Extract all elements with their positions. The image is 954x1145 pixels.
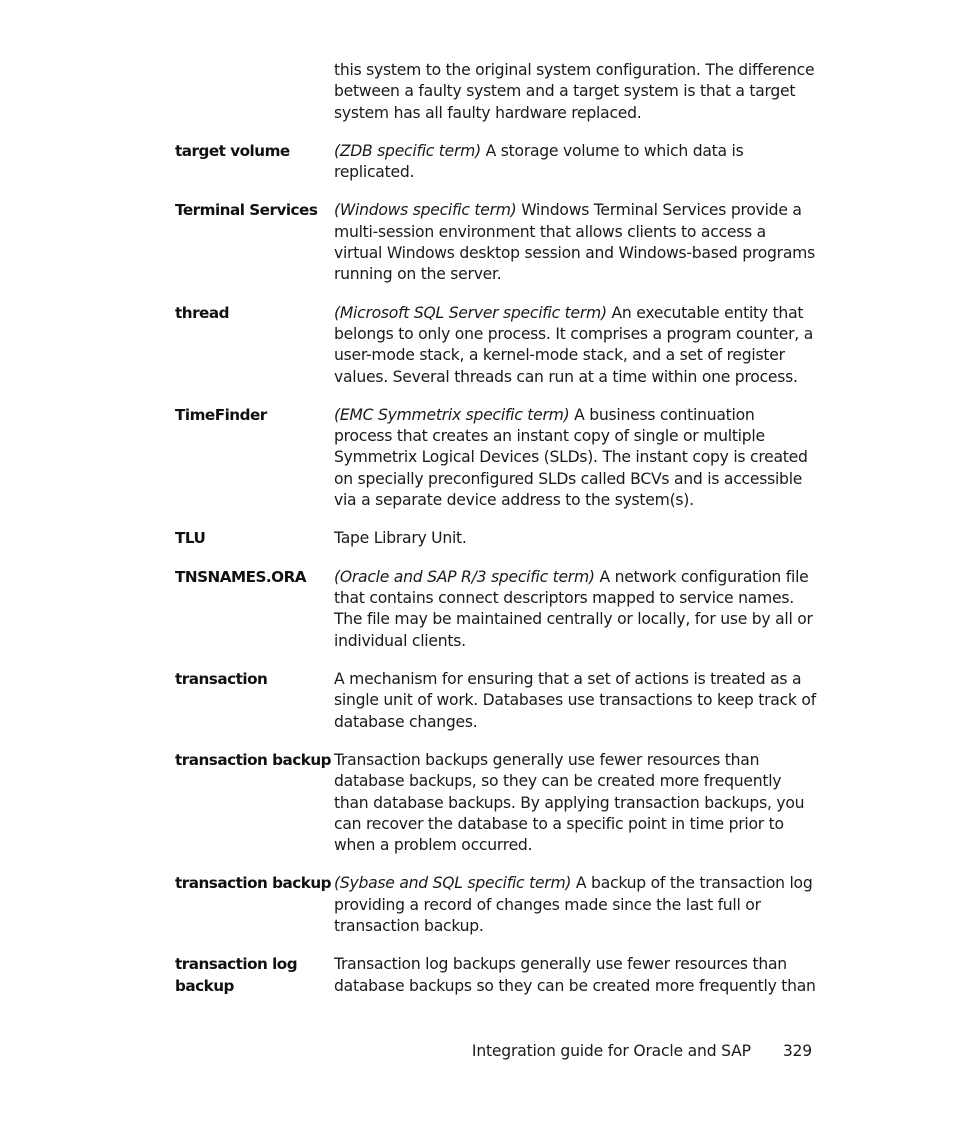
glossary-definition [334, 141, 816, 184]
glossary-term: target volume [175, 141, 290, 160]
definition-text: Transaction log backups generally use fewer resources than database backups so they can be created more frequently than [334, 955, 816, 995]
glossary-definition [334, 200, 816, 285]
glossary-definition [334, 528, 816, 549]
term-qualifier: (Sybase and SQL specific term) [334, 874, 572, 893]
glossary-definition [334, 669, 816, 733]
glossary-continuation [175, 60, 820, 124]
glossary-term: transaction backup [175, 750, 332, 769]
definition-text: Tape Library Unit. [334, 529, 467, 548]
glossary-entry-tlu [175, 528, 820, 550]
glossary-definition [334, 873, 816, 937]
glossary-entry-terminal-services [175, 200, 820, 285]
definition-text: A storage volume to which data is replicated. [334, 141, 744, 182]
definition-text: A network configuration file that contains connect descriptors mapped to service names. The file may be maintained centrally or locally, for use by all or individual clients. [334, 567, 813, 650]
glossary-term: TimeFinder [175, 405, 267, 424]
glossary-definition [334, 405, 816, 511]
glossary-entry-transaction-backup-sybase [175, 873, 820, 937]
glossary-entry-tnsnames-ora [175, 567, 820, 652]
glossary-definition [334, 750, 816, 856]
glossary-term: TNSNAMES.ORA [175, 567, 307, 586]
term-qualifier: (ZDB specific term) [334, 141, 481, 160]
page-footer [420, 1040, 812, 1062]
page-number: 329 [782, 1042, 812, 1060]
definition-text: A backup of the transaction log providing a record of changes made since the last full or transaction backup. [334, 874, 813, 935]
glossary-entry-timefinder [175, 405, 820, 511]
definition-text: Windows Terminal Services provide a multi-session environment that allows clients to access a virtual Windows desktop session and Windows-based programs running on the server. [334, 201, 815, 284]
glossary-term: Terminal Services [175, 201, 318, 220]
glossary-definition [334, 567, 816, 652]
definition-text: A mechanism for ensuring that a set of actions is treated as a single unit of work. Databases use transactions to keep track of database changes. [334, 670, 816, 731]
glossary-entry-transaction-log-backup [175, 954, 820, 997]
definition-text: A business continuation process that creates an instant copy of single or multiple Symmetrix Logical Devices (SLDs). The instant copy is created on specially preconfigured SLDs called BCVs and is accessible via a separate device address to the system(s). [334, 405, 808, 510]
term-qualifier: (Microsoft SQL Server specific term) [334, 303, 607, 322]
glossary-entry-transaction [175, 669, 820, 733]
glossary-entry-target-volume [175, 141, 820, 184]
glossary-list [175, 60, 820, 1014]
glossary-term: TLU [175, 529, 206, 548]
glossary-term: transaction [175, 670, 268, 689]
glossary-term: transaction log backup [175, 955, 298, 995]
glossary-definition [334, 303, 816, 388]
definition-text: Transaction backups generally use fewer resources than database backups, so they can be created more frequently than database backups. By applying transaction backups, you can recover the database to a specific point in time prior to when a problem occurred. [334, 750, 805, 855]
glossary-definition [334, 954, 816, 997]
footer-document-title: Integration guide for Oracle and SAP [471, 1042, 751, 1060]
glossary-term: transaction backup [175, 874, 332, 893]
glossary-entry-thread [175, 303, 820, 388]
term-qualifier: (Oracle and SAP R/3 specific term) [334, 567, 595, 586]
glossary-entry-transaction-backup [175, 750, 820, 856]
term-qualifier: (EMC Symmetrix specific term) [334, 405, 570, 424]
term-qualifier: (Windows specific term) [334, 201, 517, 220]
definition-text: An executable entity that belongs to only one process. It comprises a program counter, a user-mode stack, a kernel-mode stack, and a set of register values. Several threads can run at a time within one process. [334, 303, 814, 386]
glossary-term: thread [175, 303, 229, 322]
glossary-definition: this system to the original system configuration. The difference between a faulty system and a target system is that a target system has all faulty hardware replaced. [334, 61, 815, 122]
